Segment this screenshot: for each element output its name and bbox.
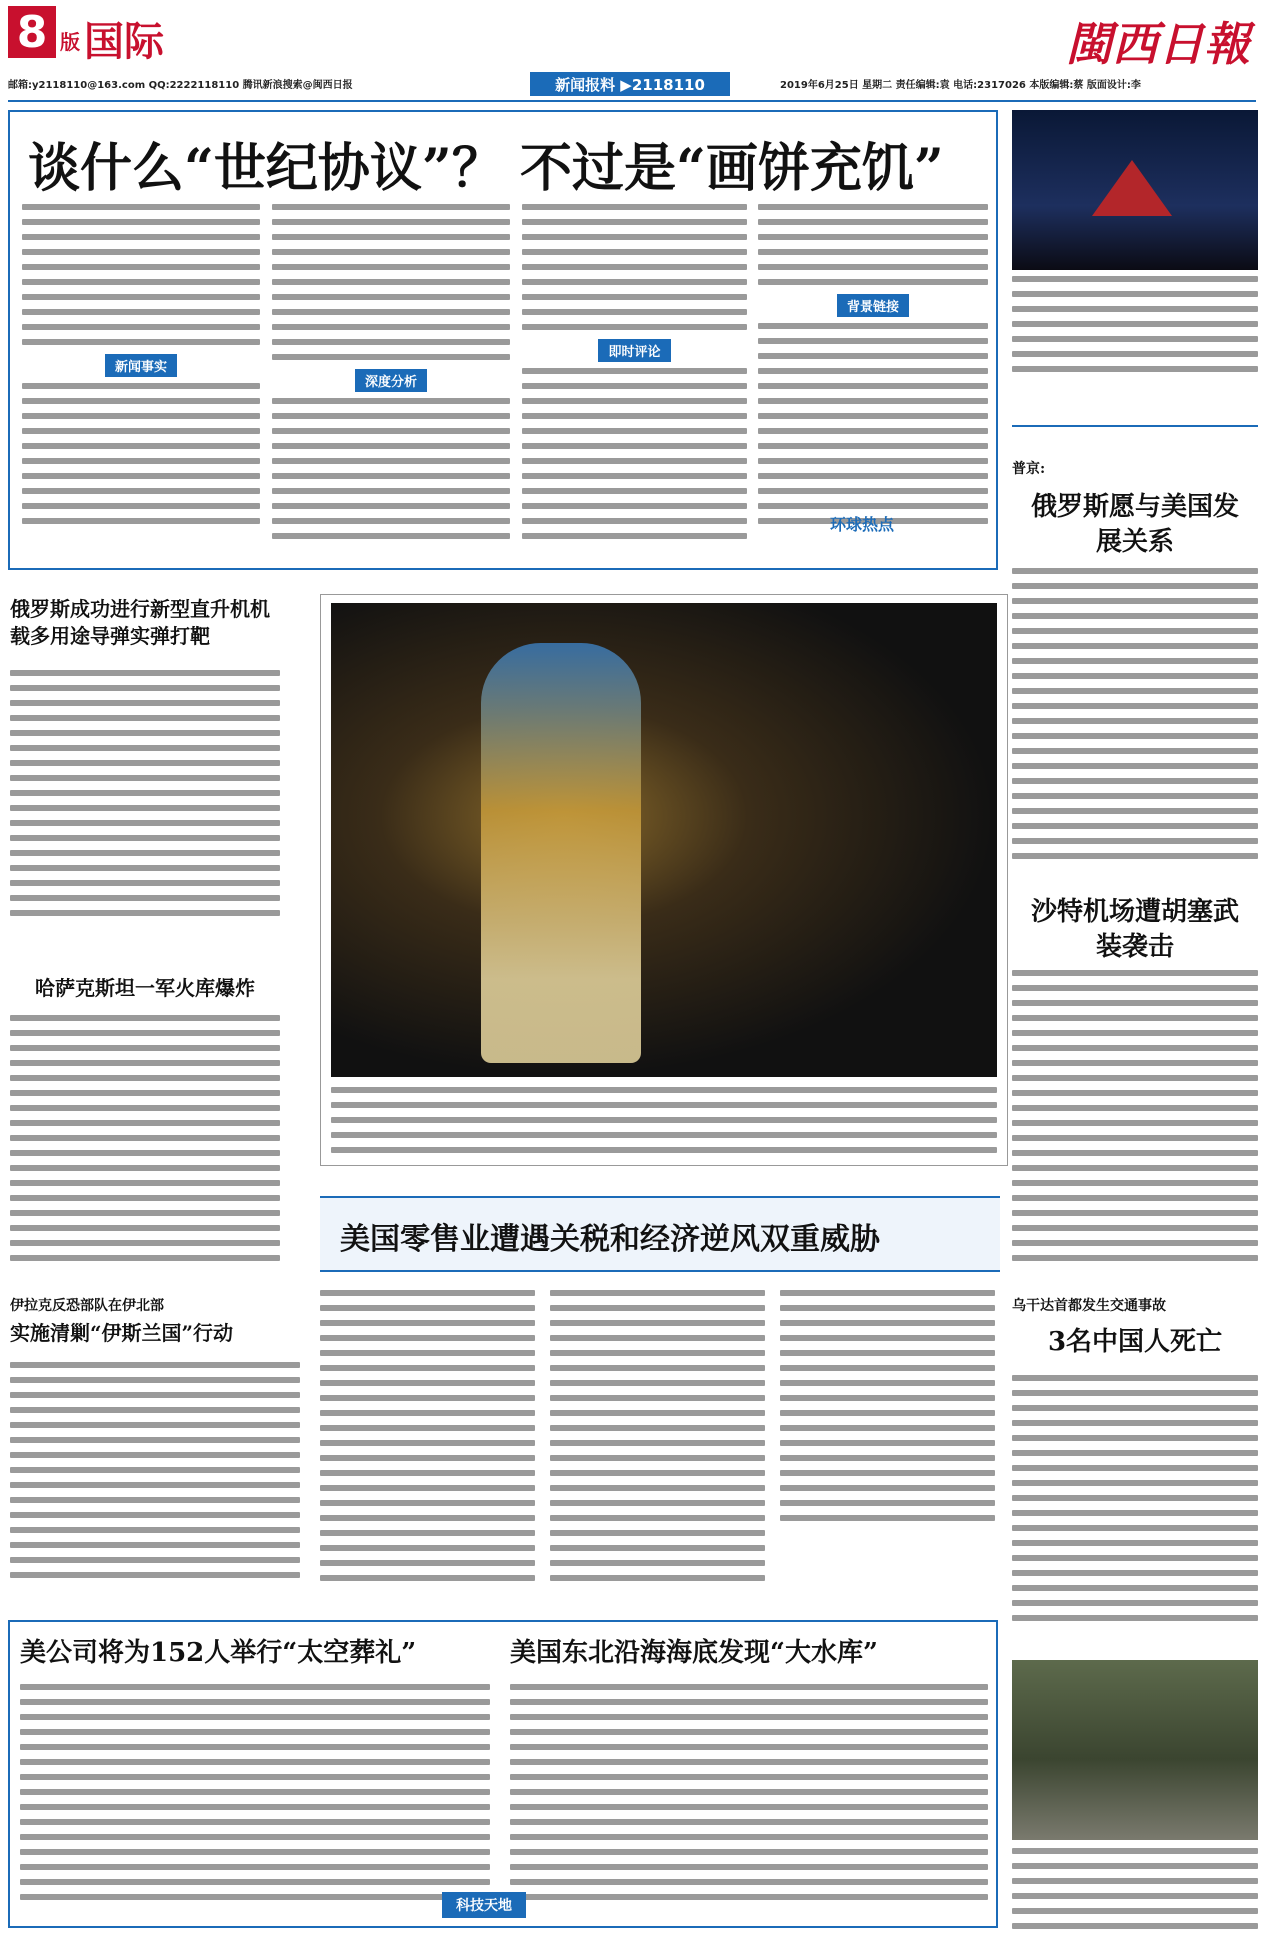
tag-deep-analysis: 深度分析 — [355, 369, 427, 392]
science-section-tag: 科技天地 — [442, 1892, 526, 1918]
a5-headline: 美公司将为152人举行“太空葬礼” — [20, 1638, 417, 1668]
a2-body — [10, 1015, 280, 1270]
opera-caption — [331, 1087, 997, 1162]
feature-col-2 — [272, 204, 510, 548]
a5-body — [20, 1684, 490, 1909]
feature-col-3 — [522, 204, 747, 548]
global-hotspot-stamp: 环球热点 — [830, 515, 895, 534]
edition-label: 版 — [60, 30, 80, 54]
r2-headline: 沙特机场遭胡塞武装袭击 — [1030, 897, 1239, 963]
feature-col-1 — [22, 204, 260, 533]
science-box — [8, 1620, 998, 1928]
r3-kicker: 乌干达首都发生交通事故 — [1012, 1298, 1166, 1314]
scarlet-sails-photo — [1012, 110, 1258, 270]
train-accident-caption — [1012, 1848, 1258, 1938]
retail-headline-box — [320, 1196, 1000, 1272]
opera-performance-photo — [331, 603, 997, 1077]
r3-headline: 3名中国人死亡 — [1047, 1327, 1223, 1357]
a6-body — [510, 1684, 988, 1909]
r1-body — [1012, 568, 1258, 868]
section-title: 国际 — [84, 19, 164, 65]
r2-body — [1012, 970, 1258, 1270]
a6-headline: 美国东北沿海海底发现“大水库” — [510, 1638, 878, 1668]
train-accident-photo — [1012, 1660, 1258, 1840]
page-number: 8 — [8, 6, 56, 58]
r3-body — [1012, 1375, 1258, 1630]
r1-kicker: 普京: — [1012, 461, 1046, 477]
feature-col-4 — [758, 204, 988, 533]
feature-title-right: 不过是“画饼充饥” — [520, 138, 944, 199]
r1-headline: 俄罗斯愿与美国发展关系 — [1030, 492, 1239, 558]
a3-kicker: 伊拉克反恐部队在伊北部 — [10, 1298, 164, 1314]
newspaper-logo: 閩西日報 — [1066, 17, 1250, 71]
a3-body — [10, 1362, 300, 1587]
a3-headline: 实施清剿“伊斯兰国”行动 — [10, 1321, 234, 1345]
masthead-rule — [8, 100, 1256, 102]
a4-headline: 美国零售业遭遇关税和经济逆风双重威胁 — [340, 1222, 880, 1257]
dateline: 2019年6月25日 星期二 责任编辑:袁 电话:2317026 本版编辑:蔡 版面设计:李 — [780, 80, 1141, 91]
tag-instant-comment: 即时评论 — [598, 339, 670, 362]
scarlet-sails-caption — [1012, 276, 1258, 381]
a4-body — [320, 1290, 1000, 1600]
divider — [1012, 425, 1258, 427]
a1-body — [10, 670, 280, 925]
tag-news-fact: 新闻事实 — [105, 354, 177, 377]
feature-title-left: 谈什么“世纪协议”？ — [28, 138, 504, 199]
news-hotline: 新闻报料 ▶2118110 — [530, 72, 730, 96]
contact-line: 邮箱:y2118110@163.com QQ:2222118110 腾讯新浪搜索@闽西日报 — [8, 80, 353, 91]
opera-photo-frame — [320, 594, 1008, 1166]
a1-headline: 俄罗斯成功进行新型直升机机载多用途导弹实弹打靶 — [10, 597, 270, 648]
feature-box — [8, 110, 998, 570]
ship-sail-shape — [1092, 160, 1172, 230]
performer-figure — [481, 643, 641, 1063]
a2-headline: 哈萨克斯坦一军火库爆炸 — [35, 976, 255, 1000]
tag-background: 背景链接 — [837, 294, 909, 317]
